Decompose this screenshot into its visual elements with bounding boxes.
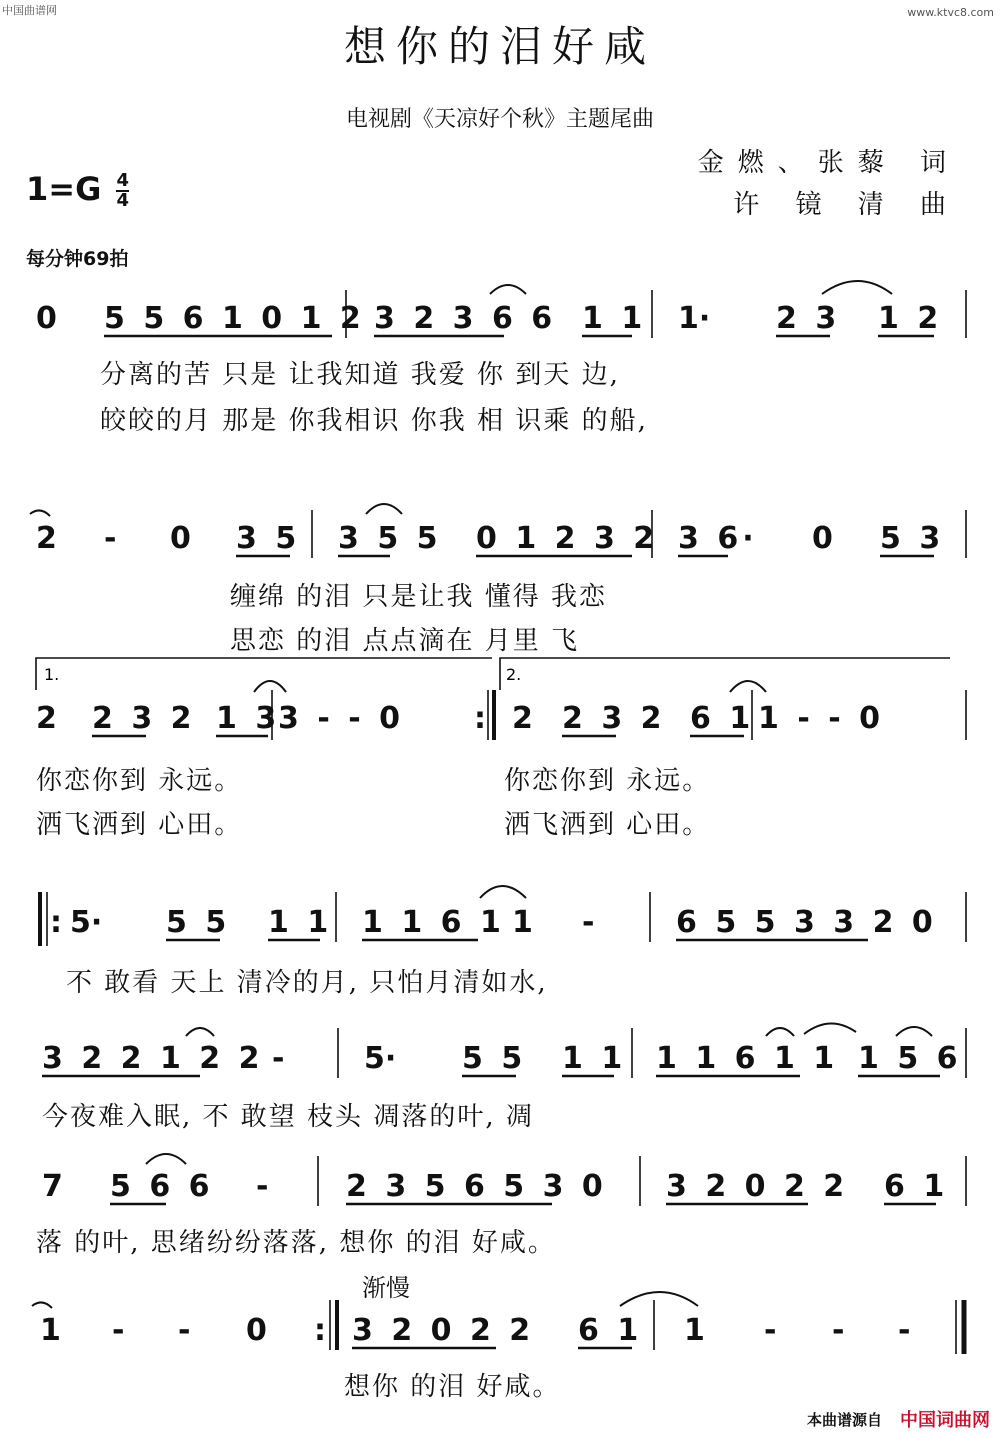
note-group: 1 1 6 1	[362, 905, 505, 940]
note-group: 7	[42, 1169, 63, 1204]
footer-source-link[interactable]: 中国词曲网	[900, 1410, 990, 1431]
note-group: 3 6·	[678, 521, 758, 556]
lyric-verse-1: 分离的苦 只是 让我知道 我爱 你 到天 边,	[100, 360, 620, 390]
note-group: 6 1	[690, 701, 755, 736]
footer-source-label: 本曲谱源自	[806, 1411, 882, 1429]
note-group: 3 5	[236, 521, 301, 556]
note-group: 3 5 5	[338, 521, 442, 556]
score-line-3	[0, 656, 1000, 776]
note-group: 5·	[364, 1041, 397, 1076]
lyricist-credit: 金燃、张藜 词	[697, 148, 960, 178]
note-group: 5·	[70, 905, 103, 940]
note-group: 0	[36, 301, 57, 336]
slur	[804, 1023, 856, 1034]
note-group: -	[256, 1169, 269, 1204]
volta-1-label: 1.	[44, 665, 60, 684]
lyric-verse-1-ending-1: 你恋你到 永远。	[36, 766, 243, 796]
slur	[146, 1154, 186, 1164]
time-bottom: 4	[116, 190, 130, 211]
note-group: 5 3	[880, 521, 945, 556]
volta-1-bracket	[36, 658, 492, 690]
note-group: 0	[170, 521, 191, 556]
note-group: 1 2	[878, 301, 943, 336]
note-group: 1 5 6	[858, 1041, 962, 1076]
note-group: 6 1	[884, 1169, 949, 1204]
key-signature	[26, 170, 129, 210]
score-line-5	[0, 1028, 1000, 1088]
lyric-verse-2: 思恋 的泪 点点滴在 月里 飞	[230, 626, 580, 656]
slur	[186, 1028, 214, 1036]
tie-in	[32, 1302, 52, 1308]
slur	[896, 1027, 932, 1036]
note-group: 1	[40, 1313, 61, 1348]
repeat-sign: :	[314, 1313, 326, 1348]
score-line-1	[0, 288, 1000, 348]
note-group: 1 1	[268, 905, 333, 940]
time-signature	[116, 172, 129, 210]
slur	[730, 681, 766, 692]
repeat-sign: :	[50, 905, 62, 940]
note-group: 1·	[678, 301, 711, 336]
lyric-line-5: 今夜难入眠, 不 敢望 枝头 凋落的叶, 凋	[42, 1102, 534, 1132]
note-group: 0	[246, 1313, 267, 1348]
score-line-6	[0, 1156, 1000, 1216]
note-group: 0 1 2 3 2	[476, 521, 659, 556]
slur	[366, 504, 402, 514]
note-group: 2	[512, 701, 533, 736]
tempo-marking: 每分钟69拍	[26, 248, 129, 270]
slur	[490, 285, 526, 294]
time-top: 4	[116, 170, 130, 191]
note-group: 1	[684, 1313, 705, 1348]
note-group: 3 2 2 1 2 2	[42, 1041, 264, 1076]
note-group: 6 1	[578, 1313, 643, 1348]
note-group: 1	[512, 905, 533, 940]
slur	[254, 681, 286, 692]
note-group: -	[104, 521, 117, 556]
note-group: 0	[812, 521, 833, 556]
note-group: 3 - - 0	[278, 701, 404, 736]
lyric-line-6: 落 的叶, 思绪纷纷落落, 想你 的泪 好咸。	[36, 1228, 556, 1258]
song-subtitle: 电视剧《天凉好个秋》主题尾曲	[345, 107, 654, 132]
note-group: -	[272, 1041, 285, 1076]
note-group: 3 2 0 2 2	[666, 1169, 849, 1204]
watermark-left: 中国曲谱网	[2, 4, 57, 17]
note-group: 1 3	[216, 701, 281, 736]
note-group: 1 - - 0	[758, 701, 884, 736]
note-group: -	[112, 1313, 125, 1348]
note-group: 2 3 5 6 5 3 0	[346, 1169, 607, 1204]
note-group: 6 5 5 3 3 2 0	[676, 905, 937, 940]
repeat-sign: :	[474, 701, 486, 736]
note-group: -	[582, 905, 595, 940]
tie-in	[30, 510, 50, 516]
score-line-2	[0, 508, 1000, 568]
score-line-7	[0, 1300, 1000, 1360]
lyric-verse-2-ending-2: 洒飞洒到 心田。	[504, 810, 711, 840]
note-group: 5 5 6 1 0 1 2	[104, 301, 365, 336]
note-group: -	[898, 1313, 911, 1348]
volta-2-label: 2.	[506, 665, 522, 684]
note-group: -	[764, 1313, 777, 1348]
note-group: 1 1	[562, 1041, 627, 1076]
volta-2-bracket	[500, 658, 950, 690]
note-group: 5 5	[462, 1041, 527, 1076]
lyric-line-4: 不 敢看 天上 清冷的月, 只怕月清如水,	[66, 968, 548, 998]
note-group: 2 3 2	[92, 701, 196, 736]
lyric-verse-1-ending-2: 你恋你到 永远。	[504, 766, 711, 796]
note-group: 3 2 3 6 6	[374, 301, 557, 336]
note-group: 1 1 6 1 1	[656, 1041, 839, 1076]
score-line-4	[0, 892, 1000, 952]
note-group: 2 3 2	[562, 701, 666, 736]
lyric-verse-2-ending-1: 洒飞洒到 心田。	[36, 810, 243, 840]
note-group: -	[832, 1313, 845, 1348]
song-title: 想你的泪好咸	[343, 22, 656, 71]
slur	[480, 886, 526, 898]
lyric-verse-1: 缠绵 的泪 只是让我 懂得 我恋	[230, 582, 608, 612]
note-group: 2 3	[776, 301, 841, 336]
note-group: -	[178, 1313, 191, 1348]
note-group: 1 1	[582, 301, 647, 336]
note-group: 2	[36, 521, 57, 556]
slur	[766, 1028, 794, 1036]
lyric-line-7: 想你 的泪 好咸。	[344, 1372, 561, 1402]
slur	[620, 1292, 698, 1306]
key-label: 1=G	[26, 170, 102, 208]
note-group: 5 6 6	[110, 1169, 214, 1204]
lyric-verse-2: 皎皎的月 那是 你我相识 你我 相 识乘 的船,	[100, 406, 648, 436]
slur	[822, 281, 892, 294]
tempo-change-marking: 渐慢	[362, 1274, 410, 1302]
composer-credit: 许 镜 清 曲	[733, 190, 960, 220]
note-group: 3 2 0 2 2	[352, 1313, 535, 1348]
note-group: 2	[36, 701, 57, 736]
watermark-right: www.ktvc8.com	[907, 6, 994, 19]
note-group: 5 5	[166, 905, 231, 940]
